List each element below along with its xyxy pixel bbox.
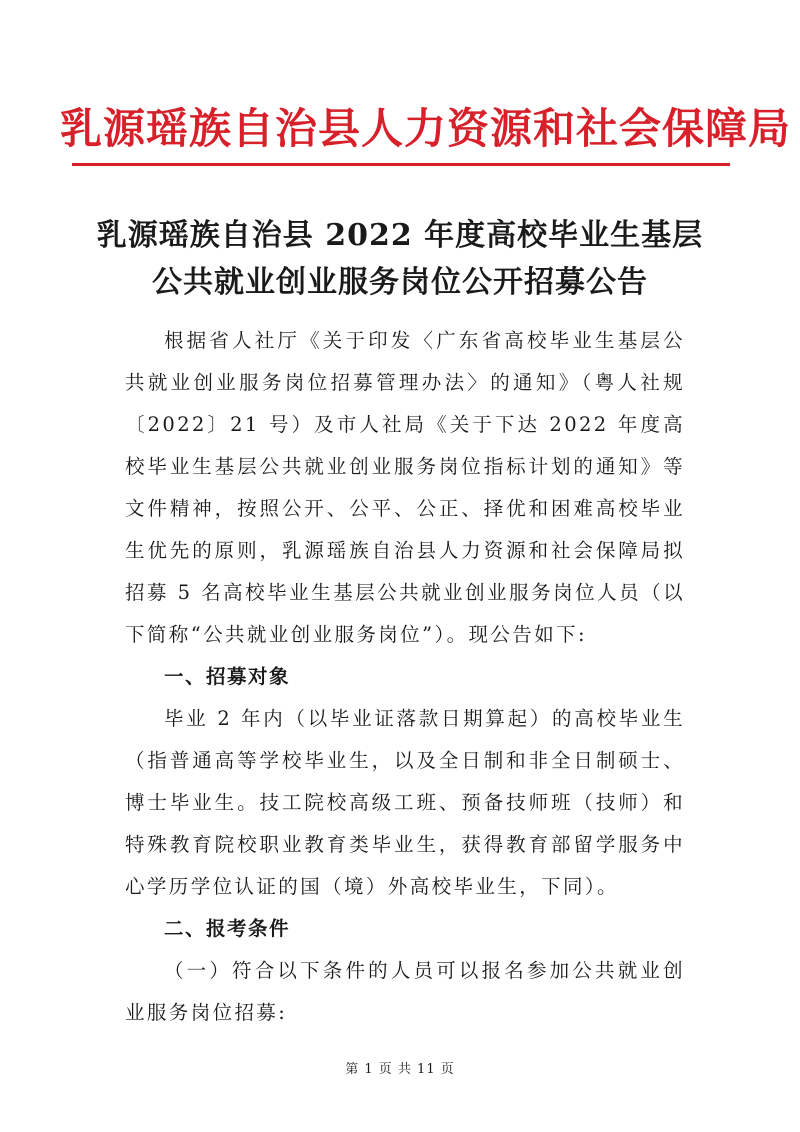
section-1-heading: 一、招募对象 xyxy=(164,665,291,688)
section-1-heading-block xyxy=(125,656,685,698)
intro-text: 根据省人社厅《关于印发〈广东省高校毕业生基层公共就业创业服务岗位招募管理办法〉的通知》（粤人社规〔2022〕21 号）及市人社局《关于下达 2022 年度高校毕业生基层公共就业创业服务岗位指标计划的通知》等文件精神，按照公开、公平、公正、择优和困难高校毕业生优先的原则，乳源瑶族自治县人力资源和社会保障局拟招募 5 名高校毕业生基层公共就业创业服务岗位人员（以下简称“公共就业创业服务岗位”）。现公告如下: xyxy=(125,329,685,646)
section-2-body-block xyxy=(125,950,685,1034)
section-1-body-block xyxy=(125,698,685,908)
section-2-heading-block xyxy=(125,908,685,950)
section-2-heading: 二、报考条件 xyxy=(164,917,291,940)
section-1-body: 毕业 2 年内（以毕业证落款日期算起）的高校毕业生（指普通高等学校毕业生，以及全日制和非全日制硕士、博士毕业生。技工院校高级工班、预备技师班（技师）和特殊教育院校职业教育类毕业生，获得教育部留学服务中心学历学位认证的国（境）外高校毕业生，下同）。 xyxy=(125,707,685,898)
letterhead-org-name: 乳源瑶族自治县人力资源和社会保障局 xyxy=(60,104,792,153)
page-number-footer: 第 1 页 共 11 页 xyxy=(345,1062,455,1077)
letterhead-red-rule xyxy=(72,163,730,166)
intro-paragraph xyxy=(125,320,685,656)
section-2-body: （一）符合以下条件的人员可以报名参加公共就业创业服务岗位招募: xyxy=(125,959,685,1024)
notice-title-line-1: 乳源瑶族自治县 2022 年度高校毕业生基层 xyxy=(96,218,704,253)
notice-title-line-2: 公共就业创业服务岗位公开招募公告 xyxy=(152,265,648,300)
